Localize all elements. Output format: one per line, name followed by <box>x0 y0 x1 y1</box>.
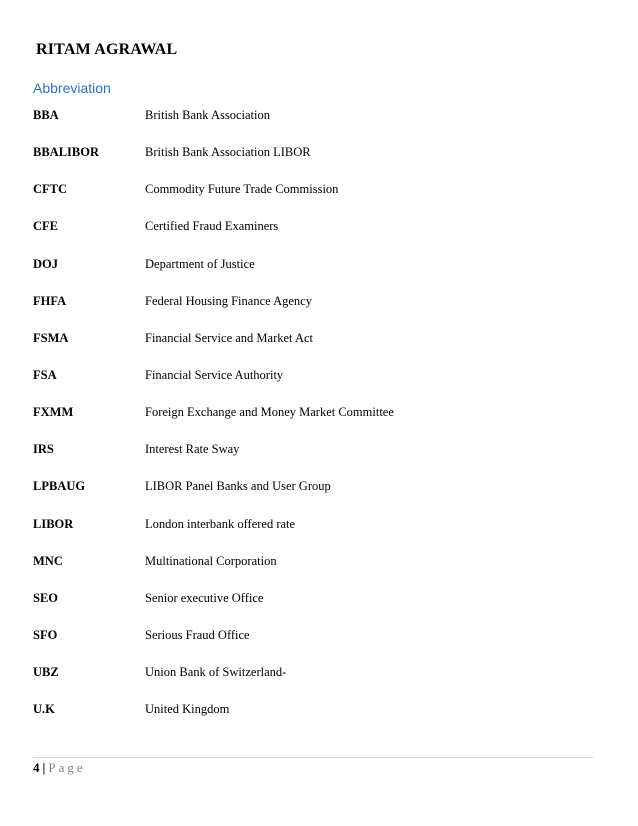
abbreviation-row <box>33 181 593 218</box>
abbreviation-meaning: United Kingdom <box>145 702 230 717</box>
abbreviation-meaning: Serious Fraud Office <box>145 627 250 642</box>
abbreviation-row <box>33 553 593 590</box>
abbreviation-row <box>33 218 593 255</box>
abbreviation-meaning: Federal Housing Finance Agency <box>145 293 312 308</box>
abbreviation-meaning: LIBOR Panel Banks and User Group <box>145 479 331 494</box>
abbreviation-row <box>33 627 593 664</box>
abbreviation-meaning: Multinational Corporation <box>145 553 277 568</box>
abbreviation-meaning: Financial Service and Market Act <box>145 330 313 345</box>
abbreviation-row <box>33 478 593 515</box>
section-heading: Abbreviation <box>33 80 111 96</box>
abbreviation-row <box>33 664 593 701</box>
abbreviation-row <box>33 293 593 330</box>
abbreviation-row <box>33 590 593 627</box>
abbreviation-meaning: Union Bank of Switzerland- <box>145 665 287 680</box>
abbreviation-code: U.K <box>33 702 55 717</box>
abbreviation-meaning: Certified Fraud Examiners <box>145 219 279 234</box>
abbreviation-meaning: British Bank Association LIBOR <box>145 145 311 160</box>
abbreviation-code: DOJ <box>33 256 58 271</box>
abbreviation-row <box>33 367 593 404</box>
abbreviation-code: LIBOR <box>33 516 74 531</box>
abbreviation-meaning: London interbank offered rate <box>145 516 296 531</box>
abbreviation-row <box>33 144 593 181</box>
abbreviation-code: UBZ <box>33 665 59 680</box>
author-name: RITAM AGRAWAL <box>36 41 178 58</box>
abbreviation-meaning: Financial Service Authority <box>145 367 284 382</box>
abbreviation-meaning: British Bank Association <box>145 108 270 122</box>
abbreviation-row <box>33 441 593 478</box>
abbreviation-meaning: Commodity Future Trade Commission <box>145 182 339 197</box>
abbreviation-meaning: Senior executive Office <box>145 590 264 605</box>
abbreviation-row <box>33 256 593 293</box>
abbreviation-code: CFE <box>33 219 58 234</box>
abbreviation-code: FXMM <box>33 405 74 420</box>
abbreviation-meaning: Foreign Exchange and Money Market Committee <box>145 405 394 420</box>
page-label: Page <box>48 760 86 775</box>
footer-divider <box>33 757 593 758</box>
abbreviation-code: BBALIBOR <box>33 145 99 160</box>
abbreviation-meaning: Interest Rate Sway <box>145 442 240 457</box>
abbreviation-code: CFTC <box>33 182 68 197</box>
abbreviation-code: SFO <box>33 627 58 642</box>
abbreviation-meaning: Department of Justice <box>145 256 255 271</box>
abbreviation-row <box>33 404 593 441</box>
abbreviation-row <box>33 516 593 553</box>
abbreviation-list <box>33 107 593 738</box>
abbreviation-code: SEO <box>33 590 59 605</box>
abbreviation-code: FSMA <box>33 330 69 345</box>
abbreviation-code: IRS <box>33 442 54 457</box>
abbreviation-row <box>33 701 593 738</box>
abbreviation-code: FSA <box>33 367 57 382</box>
abbreviation-code: FHFA <box>33 293 67 308</box>
page-number: 4 <box>33 760 40 775</box>
footer-separator: | <box>42 760 46 775</box>
abbreviation-code: LPBAUG <box>33 479 86 494</box>
page-footer <box>33 760 86 776</box>
abbreviation-row <box>33 330 593 367</box>
abbreviation-row <box>33 107 593 144</box>
abbreviation-code: MNC <box>33 553 63 568</box>
abbreviation-code: BBA <box>33 108 59 122</box>
